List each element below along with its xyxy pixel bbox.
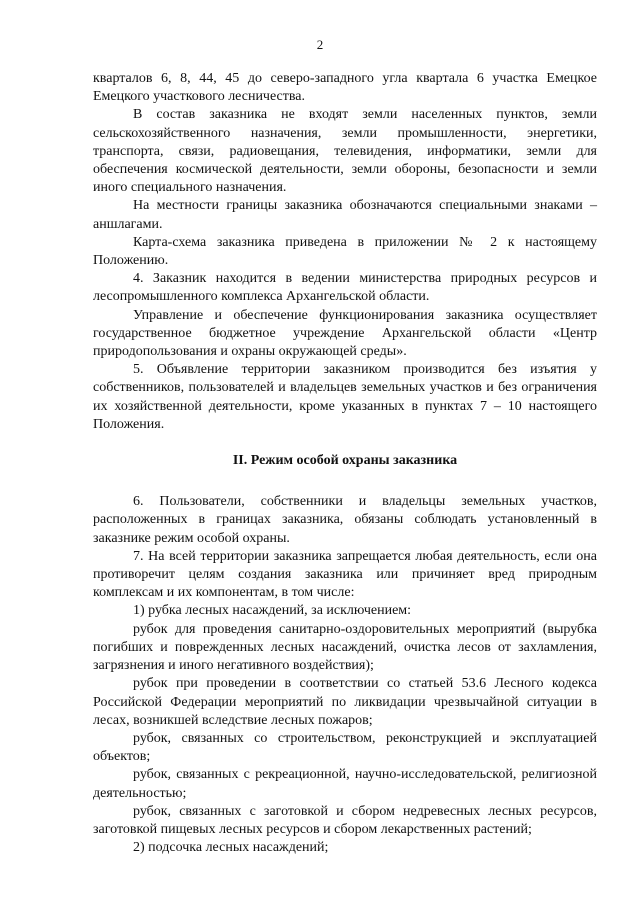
paragraph: На местности границы заказника обозначаются специальными знаками – аншлагами. — [93, 198, 597, 232]
section-heading: II. Режим особой охраны заказника — [232, 453, 458, 469]
paragraph: 2) подсочка лесных насаждений; — [133, 840, 329, 856]
paragraph: кварталов 6, 8, 44, 45 до северо-западного угла квартала 6 участка Емецкое Емецкого участкового лесничества. — [93, 71, 597, 105]
document-body — [93, 70, 597, 857]
paragraph: рубок, связанных с рекреационной, научно-исследовательской, религиозной деятельностью; — [93, 767, 597, 801]
paragraph: Управление и обеспечение функционирования заказника осуществляет государственное бюджетное учреждение Архангельской области «Центр природопользования и охраны окружающей среды». — [93, 307, 597, 360]
paragraph: Карта-схема заказника приведена в приложении № 2 к настоящему Положению. — [93, 234, 597, 269]
paragraph: рубок, связанных со строительством, реконструкцией и эксплуатацией объектов; — [93, 730, 597, 765]
paragraph: рубок, связанных с заготовкой и сбором недревесных лесных ресурсов, заготовкой пищевых лесных ресурсов и сбором лекарственных растений; — [93, 803, 597, 837]
paragraph: 1) рубка лесных насаждений, за исключением: — [133, 603, 412, 619]
paragraph: рубок для проведения санитарно-оздоровительных мероприятий (вырубка погибших и поврежденных лесных насаждений, очистка лесов от захламления, загрязнения и иного негативного воздействия); — [93, 621, 597, 674]
paragraph: 4. Заказник находится в ведении министерства природных ресурсов и лесопромышленного комплекса Архангельской области. — [93, 271, 597, 305]
paragraph: рубок при проведении в соответствии со статьей 53.6 Лесного кодекса Российской Федерации мероприятий по ликвидации чрезвычайной ситуации в лесах, возникшей вследствие лесных пожаров; — [93, 676, 597, 728]
paragraph: В состав заказника не входят земли населенных пунктов, земли сельскохозяйственного назначения, земли промышленности, энергетики, транспорта, связи, радиовещания, телевидения, информатики, земли для обеспечения космической деятельности, земли обороны, безопасности и земли иного специального назначения. — [93, 107, 597, 196]
paragraph: 6. Пользователи, собственники и владельцы земельных участков, расположенных в границах заказника, обязаны соблюдать установленный в заказнике режим особой охраны. — [93, 494, 597, 546]
paragraph: 7. На всей территории заказника запрещается любая деятельность, если она противоречит целям создания заказника или причиняет вред природным комплексам и их компонентам, в том числе: — [93, 548, 597, 601]
paragraph: 5. Объявление территории заказником производится без изъятия у собственников, пользователей и владельцев земельных участков и без ограничения их хозяйственной деятельности, кроме указанных в пунктах 7 – 10 настоящего Положения. — [93, 362, 597, 432]
page-number: 2 — [316, 37, 324, 52]
